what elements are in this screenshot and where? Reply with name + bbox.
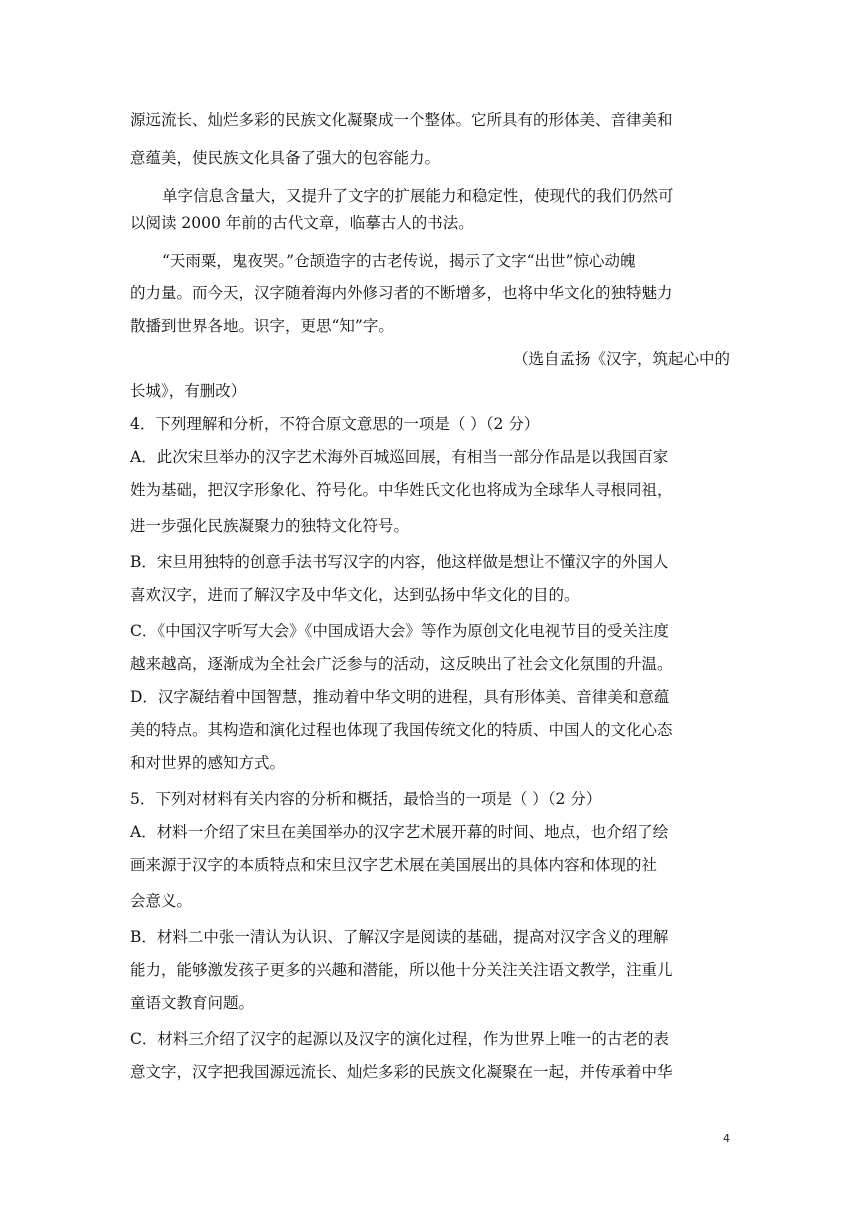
source-citation-cont: 长城》，有删改） — [130, 382, 247, 400]
option-c-cont: 越来越高，逐渐成为全社会广泛参与的活动，这反映出了社会文化氛围的升温。 — [130, 655, 673, 673]
question-4: 4．下列理解和分析，不符合原文意思的一项是（ ）（2 分） — [130, 415, 540, 433]
text-line: 散播到世界各地。识字，更思“知”字。 — [130, 317, 394, 335]
text-line: 单字信息含量大，又提升了文字的扩展能力和稳定性，使现代的我们仍然可 — [162, 187, 674, 205]
option-b-cont: 喜欢汉字，进而了解汉字及中华文化，达到弘扬中华文化的目的。 — [130, 586, 580, 604]
option-c-cont: 意文字，汉字把我国源远流长、灿烂多彩的民族文化凝聚在一起，并传承着中华 — [130, 1063, 673, 1081]
text-line: 的力量。而今天，汉字随着海内外修习者的不断增多，也将中华文化的独特魅力 — [130, 284, 673, 302]
option-d: D．汉字凝结着中国智慧，推动着中华文明的进程，具有形体美、音律美和意蕴 — [130, 688, 670, 706]
option-a-cont: 会意义。 — [130, 892, 193, 910]
text-line: 源远流长、灿烂多彩的民族文化凝聚成一个整体。它所具有的形体美、音律美和 — [130, 111, 673, 129]
page-number: 4 — [723, 1132, 730, 1145]
option-d-cont: 和对世界的感知方式。 — [130, 754, 286, 772]
option-a: A．此次宋旦举办的汉字艺术海外百城巡回展，有相当一部分作品是以我国百家 — [130, 448, 669, 466]
option-b-cont: 童语文教育问题。 — [130, 994, 255, 1012]
text-line: 意蕴美，使民族文化具备了强大的包容能力。 — [130, 149, 441, 167]
option-a-cont: 进一步强化民族凝聚力的独特文化符号。 — [130, 517, 410, 535]
text-line: “天雨粟，鬼夜哭。”仓颉造字的古老传说，揭示了文字“出世”惊心动魄 — [162, 252, 636, 270]
option-b: B．材料二中张一清认为认识、了解汉字是阅读的基础，提高对汉字含义的理解 — [130, 928, 669, 946]
option-c: C．《中国汉字听写大会》《中国成语大会》等作为原创文化电视节目的受关注度 — [130, 622, 669, 640]
text-line: 以阅读 2000 年前的古代文章，临摹古人的书法。 — [130, 214, 474, 232]
source-citation: （选自孟扬《汉字，筑起心中的 — [512, 350, 730, 368]
option-c: C．材料三介绍了汉字的起源以及汉字的演化过程，作为世界上唯一的古老的表 — [130, 1030, 669, 1048]
question-5: 5．下列对材料有关内容的分析和概括，最恰当的一项是（ ）（2 分） — [130, 790, 602, 808]
option-d-cont: 美的特点。其构造和演化过程也体现了我国传统文化的特质、中国人的文化心态 — [130, 721, 673, 739]
option-a-cont: 画来源于汉字的本质特点和宋旦汉字艺术展在美国展出的具体内容和体现的社 — [130, 856, 658, 874]
option-a: A．材料一介绍了宋旦在美国举办的汉字艺术展开幕的时间、地点，也介绍了绘 — [130, 823, 669, 841]
option-a-cont: 姓为基础，把汉字形象化、符号化。中华姓氏文化也将成为全球华人寻根同祖， — [130, 481, 673, 499]
option-b-cont: 能力，能够激发孩子更多的兴趣和潜能，所以他十分关注关注语文教学，注重儿 — [130, 961, 673, 979]
option-b: B．宋旦用独特的创意手法书写汉字的内容，他这样做是想让不懂汉字的外国人 — [130, 553, 669, 571]
